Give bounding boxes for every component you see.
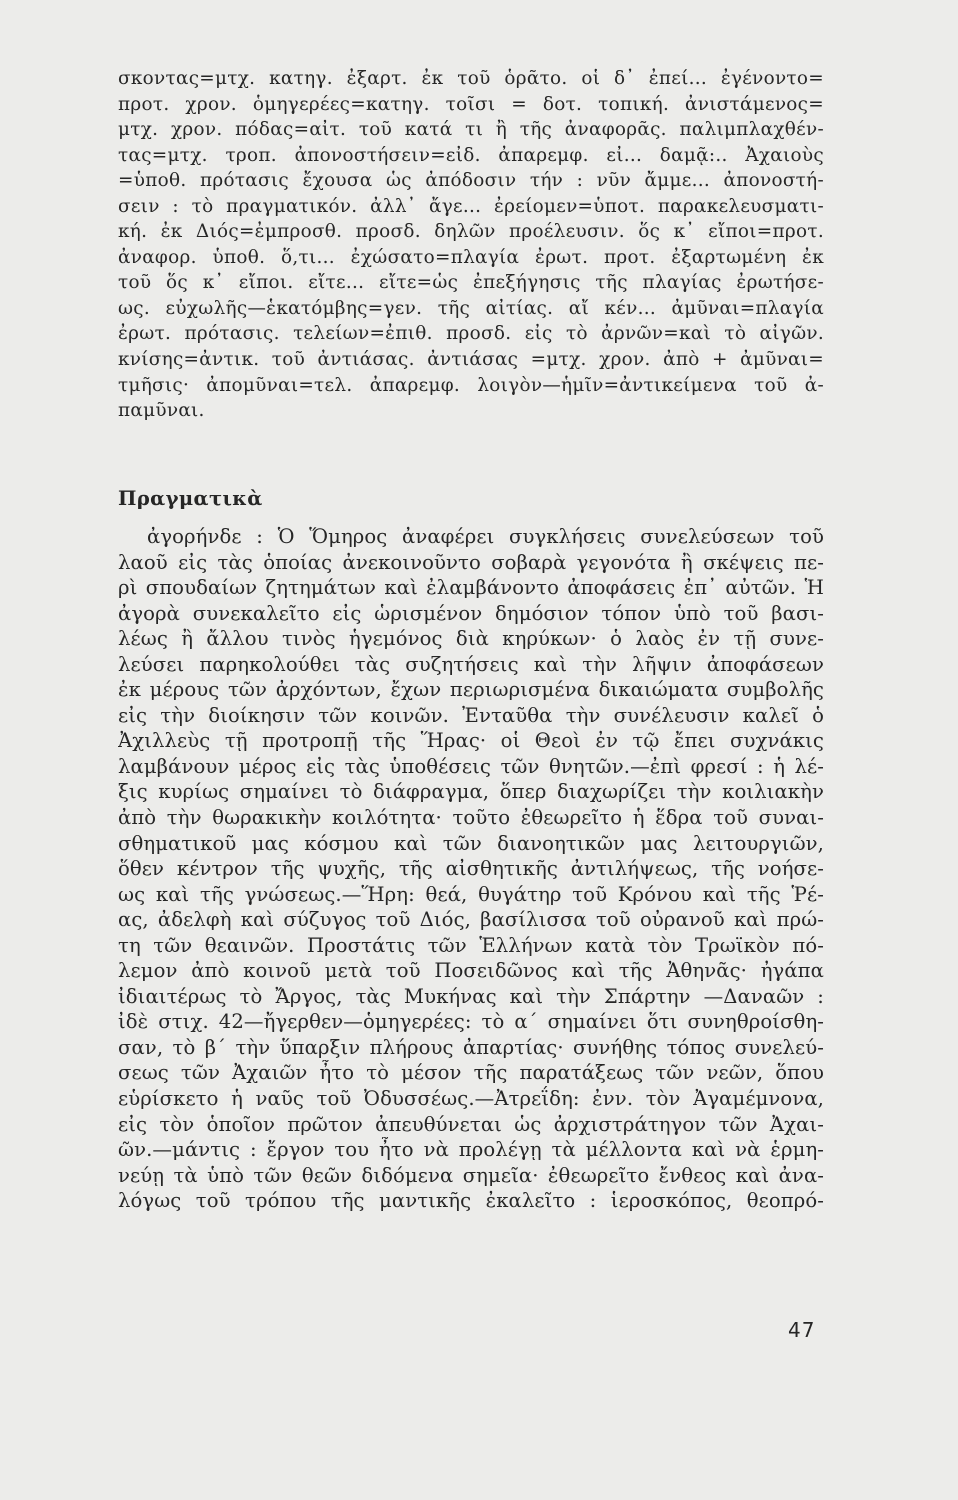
pragmatika-line: νεύῃ τὰ ὑπὸ τῶν θεῶν διδόμενα σημεῖα· ἐθεωρεῖτο ἔνθεος καὶ ἀνα- [118,1163,824,1187]
pragmatika-line: ἀγορήνδε : Ὁ Ὅμηρος ἀναφέρει συγκλήσεις συνελεύσεων τοῦ [147,525,824,548]
pragmatika-line: σθηματικοῦ μας κόσμου καὶ τῶν διανοητικῶν μας λειτουργιῶν, [118,831,824,855]
pragmatika-line: λεμον ἀπὸ κοινοῦ μετὰ τοῦ Ποσειδῶνος καὶ τῆς Ἀθηνᾶς· ἠγάπα [118,959,824,983]
pragmatika-line: ῶν.—μάντις : ἔργον του ἦτο νὰ προλέγῃ τὰ μέλλοντα καὶ νὰ ἑρμη- [118,1138,824,1162]
pragmatika-line: λεύσει παρηκολούθει τὰς συζητήσεις καὶ τὴν λῆψιν ἀποφάσεων [118,652,824,676]
pragmatika-line: λαμβάνουν μέρος εἰς τὰς ὑποθέσεις τῶν θνητῶν.—ἐπὶ φρεσί : ἡ λέ- [118,754,824,778]
grammar-note-line: μτχ. χρον. πόδας=αἰτ. τοῦ κατά τι ἢ τῆς ἀναφορᾶς. παλιμπλαχθέν- [118,119,824,141]
pragmatika-line: ἰδιαιτέρως τὸ Ἄργος, τὰς Μυκήνας καὶ τὴν Σπάρτην —Δαναῶν : [118,984,824,1008]
pragmatika-line: τη τῶν θεαινῶν. Προστάτις τῶν Ἑλλήνων κατὰ τὸν Τρωϊκὸν πό- [118,933,824,957]
grammar-note-line: κνίσης=ἀντικ. τοῦ ἀντιάσας. ἀντιάσας =μτχ. χρον. ἀπὸ + ἀμῦναι= [118,349,824,371]
pragmatika-line: εὑρίσκετο ἡ ναῦς τοῦ Ὀδυσσέως.—Ἀτρεΐδη: ἐνν. τὸν Ἀγαμέμνονα, [118,1087,824,1111]
pragmatika-line: ἐκ μέρους τῶν ἀρχόντων, ἔχων περιωρισμένα δικαιώματα συμβολῆς [118,678,824,702]
grammar-note-line: ἐρωτ. πρότασις. τελείων=ἐπιθ. προσδ. εἰς τὸ ἀρνῶν=καὶ τὸ αἰγῶν. [118,323,824,345]
pragmatika-line: ἀγορὰ συνεκαλεῖτο εἰς ὡρισμένον δημόσιον τόπον ὑπὸ τοῦ βασι- [118,601,824,625]
pragmatika-line: ας, ἀδελφὴ καὶ σύζυγος τοῦ Διός, βασίλισσα τοῦ οὐρανοῦ καὶ πρώ- [118,908,824,932]
pragmatika-line: σαν, τὸ β´ τὴν ὕπαρξιν πλήρους ἀπαρτίας· συνήθης τόπος συνελεύ- [118,1035,824,1059]
pragmatika-line: ξις κυρίως σημαίνει τὸ διάφραγμα, ὅπερ διαχωρίζει τὴν κοιλιακὴν [118,780,824,804]
grammar-note-line: σκοντας=μτχ. κατηγ. ἐξαρτ. ἐκ τοῦ ὁρᾶτο. οἱ δ᾽ ἐπεί... ἐγένοντο= [118,68,824,89]
pragmatika-line: ρὶ σπουδαίων ζητημάτων καὶ ἐλαμβάνοντο ἀποφάσεις ἐπ᾽ αὐτῶν. Ἡ [118,576,824,600]
page-number: 47 [788,1318,816,1342]
grammar-notes [118,66,824,424]
pragmatika-line: λόγως τοῦ τρόπου τῆς μαντικῆς ἐκαλεῖτο : ἱεροσκόπος, θεοπρό- [118,1189,824,1213]
section-heading: Πραγματικὰ [118,487,263,510]
grammar-note-line: τας=μτχ. τροπ. ἀπονοστήσειν=εἰδ. ἀπαρεμφ. εἰ... δαμᾷ:.. Ἀχαιοὺς [118,144,824,166]
grammar-note-line: τοῦ ὅς κ᾽ εἴποι. εἴτε... εἴτε=ὡς ἐπεξήγησις τῆς πλαγίας ἐρωτήσε- [118,272,824,294]
grammar-note-line: προτ. χρον. ὁμηγερέες=κατηγ. τοῖσι = δοτ. τοπική. ἀνιστάμενος= [118,93,824,115]
pragmatika-line: εἰς τὸν ὁποῖον πρῶτον ἀπευθύνεται ὡς ἀρχιστράτηγον τῶν Ἀχαι- [118,1112,824,1136]
pragmatika-line: ἰδὲ στιχ. 42—ἤγερθεν—ὁμηγερέες: τὸ α´ σημαίνει ὅτι συνηθροίσθη- [118,1010,824,1034]
grammar-note-line: κή. ἐκ Διός=ἐμπροσθ. προσδ. δηλῶν προέλευσιν. ὅς κ᾽ εἴποι=προτ. [118,221,824,243]
pragmatika-line: εἰς τὴν διοίκησιν τῶν κοινῶν. Ἐνταῦθα τὴν συνέλευσιν καλεῖ ὁ [118,703,824,727]
pragmatika-line: σεως τῶν Ἀχαιῶν ἦτο τὸ μέσον τῆς παρατάξεως τῶν νεῶν, ὅπου [118,1061,824,1085]
grammar-note-line: ἀναφορ. ὑποθ. ὅ,τι... ἐχώσατο=πλαγία ἐρωτ. προτ. ἐξαρτωμένη ἐκ [118,246,824,268]
grammar-note-line: παμῦναι. [118,400,205,422]
pragmatika-body [118,524,824,1214]
grammar-note-line: =ὑποθ. πρότασις ἔχουσα ὡς ἀπόδοσιν τήν : νῦν ἄμμε... ἀπονοστή- [118,170,824,192]
pragmatika-line: λαοῦ εἰς τὰς ὁποίας ἀνεκοινοῦντο σοβαρὰ γεγονότα ἢ σκέψεις πε- [118,550,824,574]
pragmatika-line: Ἀχιλλεὺς τῇ προτροπῇ τῆς Ἥρας· οἱ Θεοὶ ἐν τῷ ἔπει συχνάκις [118,729,824,753]
grammar-note-line: τμῆσις· ἀπομῦναι=τελ. ἀπαρεμφ. λοιγὸν—ἡμῖν=ἀντικείμενα τοῦ ἀ- [118,374,824,396]
pragmatika-line: λέως ἢ ἄλλου τινὸς ἡγεμόνος διὰ κηρύκων· ὁ λαὸς ἐν τῇ συνε- [118,627,824,651]
grammar-note-line: σειν : τὸ πραγματικόν. ἀλλ᾽ ἄγε... ἐρείομεν=ὑποτ. παρακελευσματι- [118,195,824,217]
grammar-note-line: ως. εὐχωλῆς—ἑκατόμβης=γεν. τῆς αἰτίας. αἴ κέν... ἀμῦναι=πλαγία [118,297,824,319]
pragmatika-line: ὅθεν κέντρον τῆς ψυχῆς, τῆς αἰσθητικῆς ἀντιλήψεως, τῆς νοήσε- [118,857,824,881]
pragmatika-line: ως καὶ τῆς γνώσεως.—Ἥρη: θεά, θυγάτηρ τοῦ Κρόνου καὶ τῆς Ῥέ- [118,882,824,906]
pragmatika-line: ἀπὸ τὴν θωρακικὴν κοιλότητα· τοῦτο ἐθεωρεῖτο ἡ ἕδρα τοῦ συναι- [118,806,824,830]
